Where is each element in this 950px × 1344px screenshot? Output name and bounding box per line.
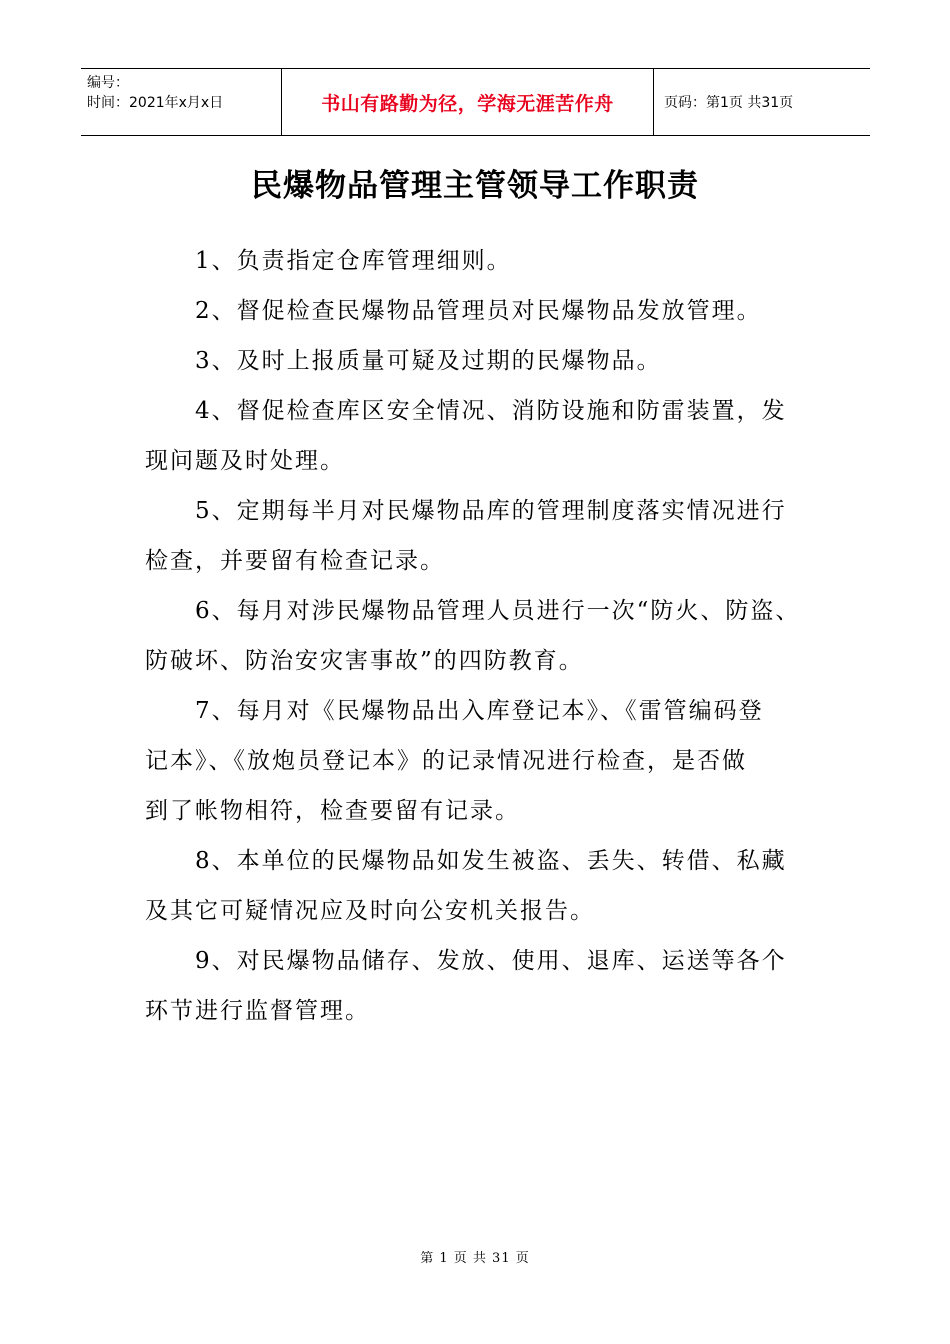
duty-paragraph-line: 及其它可疑情况应及时向公安机关报告。 [145, 898, 595, 924]
document-number-label: 编号： [87, 75, 129, 91]
duty-paragraph-line: 2、督促检查民爆物品管理员对民爆物品发放管理。 [195, 298, 762, 324]
duty-paragraph-line: 7、每月对《民爆物品出入库登记本》、《雷管编码登 [195, 698, 764, 724]
duty-paragraph-line: 6、每月对涉民爆物品管理人员进行一次“防火、防盗、 [195, 598, 801, 624]
page-header [81, 68, 870, 136]
duty-paragraph [145, 286, 825, 336]
duty-paragraph-line: 环节进行监督管理。 [145, 998, 370, 1024]
duty-paragraph-line: 防破坏、防治安灾害事故”的四防教育。 [145, 648, 584, 674]
duty-paragraph-line: 5、定期每半月对民爆物品库的管理制度落实情况进行 [195, 498, 787, 524]
duty-paragraph-line: 现问题及时处理。 [145, 448, 345, 474]
duty-paragraph-line: 1、负责指定仓库管理细则。 [195, 248, 512, 274]
header-motto: 书山有路勤为径，学海无涯苦作舟 [321, 92, 614, 115]
duty-paragraph-line: 到了帐物相符，检查要留有记录。 [145, 798, 520, 824]
duty-paragraph-line: 记本》、《放炮员登记本》的记录情况进行检查，是否做 [145, 748, 747, 774]
duty-paragraph [145, 586, 825, 686]
duty-paragraph [145, 386, 825, 486]
duty-paragraph [145, 336, 825, 386]
header-page-cell [654, 69, 870, 135]
duty-paragraph [145, 486, 825, 586]
duty-paragraph [145, 936, 825, 1036]
header-meta-cell [81, 69, 282, 135]
duty-paragraph [145, 836, 825, 936]
duty-paragraph-line: 检查，并要留有检查记录。 [145, 548, 445, 574]
document-time-label: 时间：2021年x月x日 [87, 95, 224, 111]
duty-paragraph [145, 686, 825, 836]
duty-paragraph-line: 9、对民爆物品储存、发放、使用、退库、运送等各个 [195, 948, 787, 974]
document-title: 民爆物品管理主管领导工作职责 [251, 168, 699, 204]
duty-paragraph-line: 4、督促检查库区安全情况、消防设施和防雷装置，发 [195, 398, 787, 424]
page-footer: 第 1 页 共 31 页 [420, 1251, 530, 1266]
header-page-info: 页码：第1页 共31页 [664, 95, 794, 111]
duty-paragraph-line: 8、本单位的民爆物品如发生被盗、丢失、转借、私藏 [195, 848, 787, 874]
header-motto-cell [282, 69, 654, 135]
duty-paragraph-line: 3、及时上报质量可疑及过期的民爆物品。 [195, 348, 662, 374]
duty-paragraph [145, 236, 825, 286]
document-body [145, 236, 825, 1036]
